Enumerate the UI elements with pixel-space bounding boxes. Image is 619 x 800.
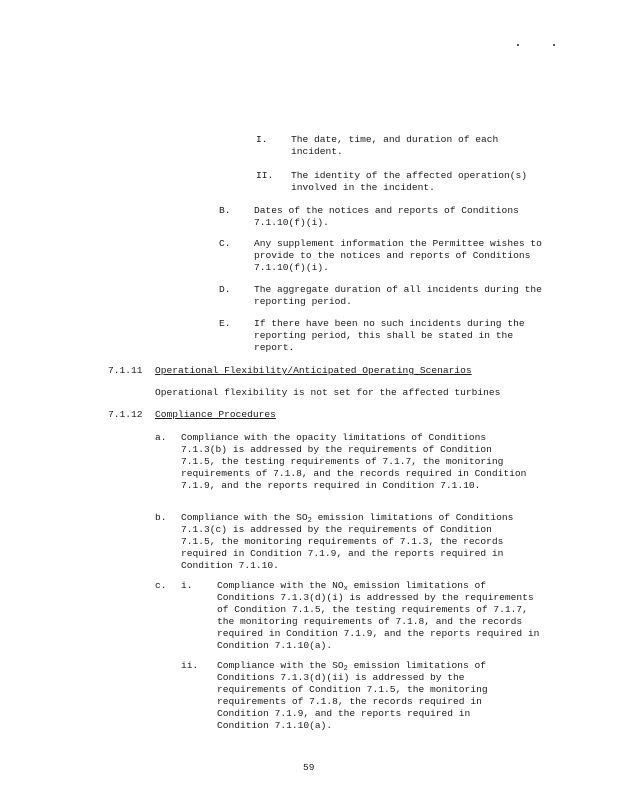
list-item-text: If there have been no such incidents during the reporting period, this shall be stated in the report.: [254, 318, 525, 353]
section-number: 7.1.12: [108, 409, 143, 420]
list-marker: b.: [155, 512, 167, 523]
list-marker: C.: [219, 238, 231, 249]
list-item-text: Any supplement information the Permittee wishes to provide to the notices and reports of Conditions 7.1.10(f)(i).: [254, 238, 542, 273]
list-item-text: The aggregate duration of all incidents during the reporting period.: [254, 284, 542, 307]
list-item-text: The date, time, and duration of each incident.: [291, 134, 499, 157]
list-marker: D.: [219, 284, 231, 295]
section-heading: Compliance Procedures: [155, 409, 276, 420]
list-item-text: Compliance with the opacity limitations of Conditions 7.1.3(b) is addressed by the requirements of Condition 7.1.5, the testing requirements of 7.1.7, the monitoring requirements of 7.1.8, and the records required in Condition 7.1.9, and the reports required in Condition 7.1.10.: [181, 432, 527, 491]
list-marker: a.: [155, 432, 167, 443]
section-number: 7.1.11: [108, 365, 143, 376]
page-number: 59: [303, 762, 315, 773]
section-body: Operational flexibility is not set for the affected turbines: [155, 387, 501, 398]
list-marker: B.: [219, 205, 231, 216]
list-item-text: Compliance with the $SO_2$ emission limitations of Conditions 7.1.3(d)(ii) is addressed by the requirements of Condition 7.1.5, the monitoring requirements of 7.1.8, the records required in Condition 7.1.9, and the reports required in Condition 7.1.10(a).: [217, 660, 488, 731]
list-marker: E.: [219, 318, 231, 329]
list-marker: i.: [181, 580, 193, 591]
list-item-text: Compliance with the $SO_2$ emission limitations of Conditions 7.1.3(c) is addressed by the requirements of Condition 7.1.5, the monitoring requirements of 7.1.3, the records required in Condition 7.1.9, and the reports required in Condition 7.1.10.: [181, 512, 514, 571]
list-item-text: The identity of the affected operation(s) involved in the incident.: [291, 170, 528, 193]
list-item-text: Compliance with the $NO_x$ emission limitations of Conditions 7.1.3(d)(i) is addressed by the requirements of Condition 7.1.5, the testing requirements of 7.1.7, the monitoring requirements of 7.1.8, and the records required in Condition 7.1.9, and the reports required in Condition 7.1.10(a).: [217, 580, 540, 651]
section-heading: Operational Flexibility/Anticipated Operating Scenarios: [155, 365, 472, 376]
list-marker: II.: [256, 170, 274, 181]
scan-speck: [553, 44, 555, 46]
list-marker: I.: [256, 134, 268, 145]
list-marker: c.: [155, 580, 167, 591]
list-marker: ii.: [181, 660, 199, 671]
scan-speck: [517, 44, 519, 46]
list-item-text: Dates of the notices and reports of Conditions 7.1.10(f)(i).: [254, 205, 519, 228]
